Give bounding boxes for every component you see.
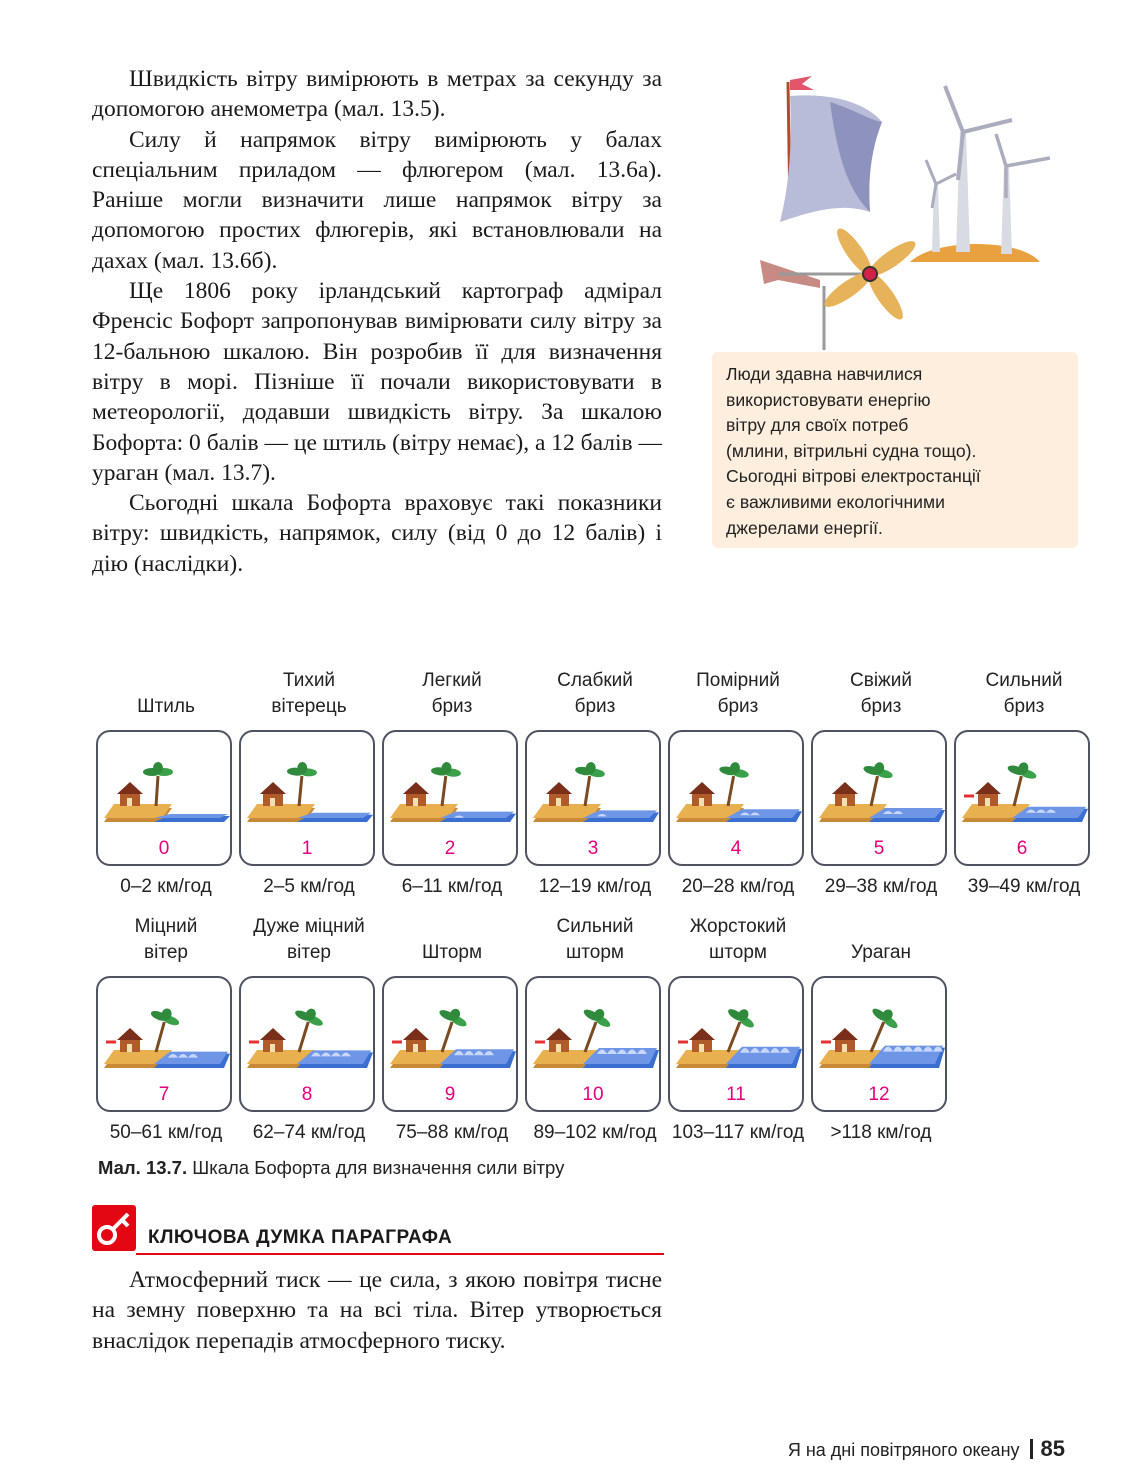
level-name-line: Ураган: [851, 942, 911, 963]
beach-scene-icon: [817, 738, 945, 838]
note-line: використовувати енергію: [726, 389, 931, 410]
wind-speed: 62–74 км/год: [252, 1122, 366, 1143]
level-name-line: бриз: [431, 696, 473, 717]
beaufort-scale-figure: [96, 668, 1096, 1158]
note-line: джерелами енергії.: [726, 517, 883, 538]
level-name: [801, 668, 961, 720]
page-footer: [788, 1436, 1065, 1462]
level-name: [372, 914, 532, 966]
beach-scene-icon: [960, 738, 1088, 838]
level-name-line: бриз: [1003, 696, 1045, 717]
paragraph: Атмосферний тиск — це сила, з якою повітря тисне на земну поверхню та на всі тіла. Вітер утворюється внаслідок перепадів атмосферного тиску.: [92, 1267, 662, 1354]
level-number: 1: [301, 838, 313, 859]
chapter-title: Я на дні повітряного океану: [787, 1440, 1020, 1460]
wind-turbine-icon: [910, 86, 1050, 262]
paragraph: Сьогодні шкала Бофорта враховує такі показники вітру: швидкість, напрямок, силу (від 0 до 12 балів) і дію (наслідки).: [92, 490, 662, 577]
level-name-line: Свіжий: [850, 670, 912, 691]
key-idea-title: КЛЮЧОВА ДУМКА ПАРАГРАФА: [148, 1227, 453, 1248]
wind-speed: >118 км/год: [830, 1122, 932, 1143]
level-name-line: вітер: [287, 942, 331, 963]
level-name-line: [86, 668, 246, 694]
note-line: є важливими екологічними: [726, 491, 945, 512]
beach-scene-icon: [102, 984, 230, 1084]
level-name-line: бриз: [574, 696, 616, 717]
beach-scene-icon: [388, 738, 516, 838]
level-name-line: Слабкий: [557, 670, 633, 691]
paragraph: Ще 1806 року ірландський картограф адмірал Френсіс Бофорт запропонував вимірювати силу вітру за 12-бальною шкалою. Він розробив її для визначення вітру в морі. Пізніше її почали використовувати в метеорології, додавши швидкість вітру. За шкалою Бофорта: 0 балів — це штиль (вітру немає), а 12 балів — ураган (мал. 13.7).: [92, 278, 662, 486]
caption-text: Шкала Бофорта для визначення сили вітру: [187, 1157, 565, 1178]
figure-caption: [98, 1157, 564, 1179]
beach-scene-icon: [245, 738, 373, 838]
level-name-line: вітер: [144, 942, 188, 963]
level-name: [515, 668, 675, 720]
beach-scene-icon: [674, 984, 802, 1084]
wind-speed: 12–19 км/год: [538, 876, 652, 897]
key-idea-text: [92, 1265, 662, 1356]
beach-scene-icon: [531, 738, 659, 838]
wind-energy-illustration: [720, 62, 1060, 352]
note-line: (млини, вітрильні судна тощо).: [726, 440, 977, 461]
level-name-line: Дуже міцний: [253, 916, 365, 937]
level-name-line: шторм: [566, 942, 624, 963]
level-number: 2: [444, 838, 456, 859]
beach-scene-icon: [674, 738, 802, 838]
level-number: 0: [158, 838, 170, 859]
note-line: Люди здавна навчилися: [726, 364, 923, 384]
level-name-line: Жорстокий: [689, 916, 787, 937]
level-name-line: Шторм: [421, 942, 483, 963]
level-name: [658, 914, 818, 966]
level-name: [86, 668, 246, 720]
wind-speed: 103–117 км/год: [671, 1122, 805, 1143]
footer-separator: [1030, 1439, 1033, 1459]
level-name: [229, 914, 389, 966]
level-name: [944, 668, 1104, 720]
main-text: [92, 64, 662, 579]
level-name-line: [372, 914, 532, 940]
wind-speed: 50–61 км/год: [109, 1122, 223, 1143]
level-name-line: вітерець: [271, 696, 347, 717]
level-name-line: шторм: [709, 942, 767, 963]
level-name: [229, 668, 389, 720]
beach-scene-icon: [245, 984, 373, 1084]
level-name: [372, 668, 532, 720]
wind-speed: 0–2 км/год: [120, 876, 212, 897]
wind-speed: 20–28 км/год: [681, 876, 795, 897]
key-idea-header: [92, 1205, 664, 1255]
level-name-line: Тихий: [282, 670, 336, 691]
level-name-line: бриз: [860, 696, 902, 717]
divider: [136, 1253, 664, 1255]
level-name-line: Міцний: [134, 916, 198, 937]
level-number: 3: [587, 838, 599, 859]
level-number: 10: [582, 1084, 604, 1105]
level-name: [515, 914, 675, 966]
wind-speed: 29–38 км/год: [824, 876, 938, 897]
level-name-line: Помірний: [696, 670, 780, 691]
level-name-line: бриз: [717, 696, 759, 717]
level-number: 4: [730, 838, 742, 859]
level-name-line: Штиль: [137, 696, 195, 717]
level-number: 6: [1016, 838, 1028, 859]
level-name-line: Сильний: [556, 916, 634, 937]
note-line: Сьогодні вітрові електростанції: [726, 466, 981, 487]
level-number: 8: [301, 1084, 313, 1105]
wind-speed: 2–5 км/год: [263, 876, 355, 897]
wind-vane-icon: [760, 224, 920, 350]
level-number: 11: [726, 1084, 746, 1105]
key-icon: [92, 1205, 136, 1251]
paragraph: Силу й напрямок вітру вимірюють у балах спеціальним приладом — флюгером (мал. 13.6а). Раніше могли визначити лише напрямок вітру за допомогою простих флюгерів, які встановлювали на дахах (мал. 13.6б).: [92, 126, 662, 274]
level-name: [801, 914, 961, 966]
level-name-line: Сильний: [985, 670, 1063, 691]
level-name: [86, 914, 246, 966]
paragraph: Швидкість вітру вимірюють в метрах за секунду за допомогою анемометра (мал. 13.5).: [92, 66, 662, 123]
level-number: 5: [873, 838, 885, 859]
beach-scene-icon: [531, 984, 659, 1084]
level-name-line: Легкий: [422, 670, 482, 691]
level-name-line: [801, 914, 961, 940]
level-name: [658, 668, 818, 720]
caption-label: Мал. 13.7.: [98, 1157, 188, 1178]
wind-sock-icon: [780, 76, 882, 222]
beach-scene-icon: [817, 984, 945, 1084]
level-number: 12: [868, 1084, 890, 1105]
wind-speed: 89–102 км/год: [533, 1122, 657, 1143]
wind-speed: 75–88 км/год: [395, 1122, 509, 1143]
level-number: 9: [444, 1084, 456, 1105]
beach-scene-icon: [102, 738, 230, 838]
wind-speed: 6–11 км/год: [401, 876, 503, 897]
wind-speed: 39–49 км/год: [967, 876, 1081, 897]
note-line: вітру для своїх потреб: [726, 415, 909, 436]
page-number: 85: [1040, 1436, 1065, 1461]
beach-scene-icon: [388, 984, 516, 1084]
level-number: 7: [158, 1084, 170, 1105]
info-note: [712, 352, 1078, 548]
